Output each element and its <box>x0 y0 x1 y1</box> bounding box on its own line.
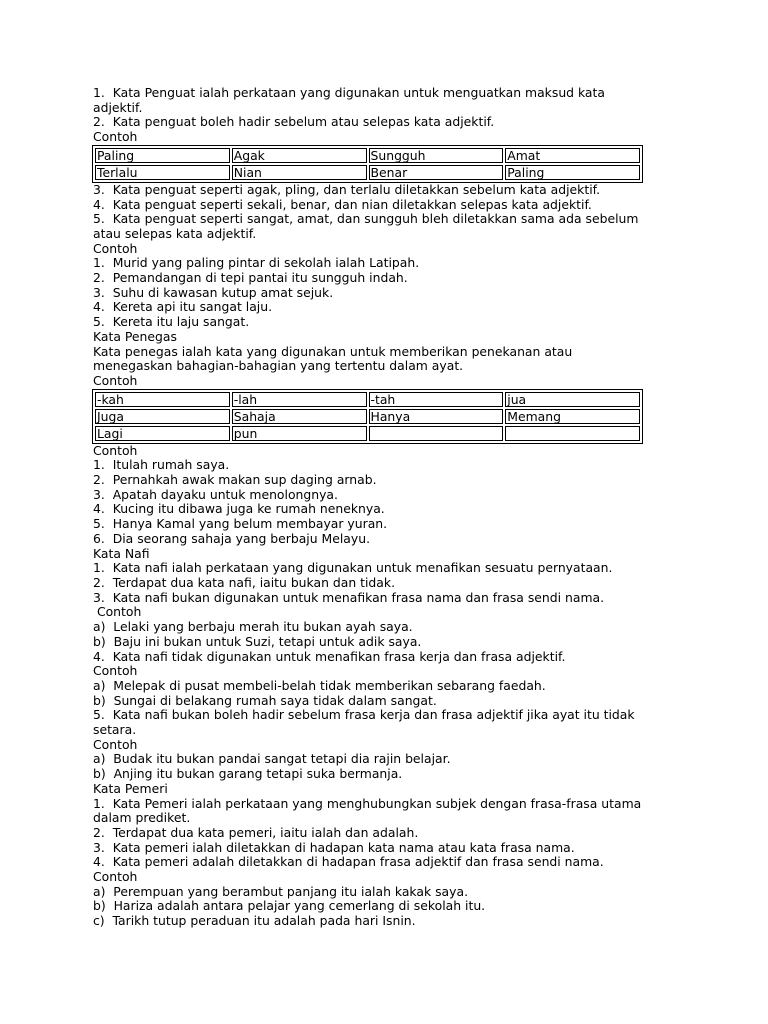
text-line: a) Melepak di pusat membeli-belah tidak memberikan sebarang faedah. <box>93 677 546 693</box>
table-cell <box>369 426 504 441</box>
document-body <box>93 86 653 929</box>
table-cell: Paling <box>505 165 640 180</box>
table-row <box>95 409 640 424</box>
text-line: 3. Kata penguat seperti agak, pling, dan terlalu diletakkan sebelum kata adjektif. <box>93 181 601 197</box>
table-cell: -tah <box>369 392 504 407</box>
table-cell: -lah <box>232 392 367 407</box>
text-line: 3. Kata pemeri ialah diletakkan di hadapan kata nama atau kata frasa nama. <box>93 839 575 855</box>
text-line: dalam prediket. <box>93 810 191 826</box>
text-line: 4. Kata nafi tidak digunakan untuk menafikan frasa kerja dan frasa adjektif. <box>93 648 566 664</box>
table-cell: Sahaja <box>232 409 367 424</box>
table-cell: Terlalu <box>95 165 230 180</box>
text-line: setara. <box>93 722 137 738</box>
text-line: Kata Nafi <box>93 545 150 561</box>
table-row <box>95 392 640 407</box>
text-line: Contoh <box>93 736 138 752</box>
table-cell: jua <box>505 392 640 407</box>
text-line: 4. Kucing itu dibawa juga ke rumah neneknya. <box>93 501 385 517</box>
text-line: Contoh <box>93 442 138 458</box>
text-line: adjektif. <box>93 99 143 115</box>
text-line: a) Perempuan yang berambut panjang itu ialah kakak saya. <box>93 883 469 899</box>
text-line: atau selepas kata adjektif. <box>93 225 257 241</box>
text-line: 3. Apatah dayaku untuk menolongnya. <box>93 486 338 502</box>
text-line: 6. Dia seorang sahaja yang berbaju Melayu. <box>93 530 371 546</box>
table-cell: Juga <box>95 409 230 424</box>
table-cell: Paling <box>95 148 230 163</box>
text-line: 5. Kereta itu laju sangat. <box>93 314 250 330</box>
text-line: Contoh <box>93 869 138 885</box>
text-line: b) Baju ini bukan untuk Suzi, tetapi untuk adik saya. <box>93 633 422 649</box>
text-line: 1. Kata nafi ialah perkataan yang digunakan untuk menafikan sesuatu pernyataan. <box>93 560 613 576</box>
text-line: 1. Murid yang paling pintar di sekolah ialah Latipah. <box>93 255 420 271</box>
table-cell: Amat <box>505 148 640 163</box>
text-line: 2. Terdapat dua kata pemeri, iaitu ialah dan adalah. <box>93 824 419 840</box>
text-line: 4. Kata penguat seperti sekali, benar, dan nian diletakkan selepas kata adjektif. <box>93 196 592 212</box>
text-line: 2. Pernahkah awak makan sup daging arnab. <box>93 472 377 488</box>
table-cell: Memang <box>505 409 640 424</box>
text-line: 5. Kata nafi bukan boleh hadir sebelum frasa kerja dan frasa adjektif jika ayat itu tidak <box>93 707 635 723</box>
text-line: 1. Itulah rumah saya. <box>93 457 230 473</box>
text-line: menegaskan bahagian-bahagian yang tertentu dalam ayat. <box>93 358 464 374</box>
table-cell: -kah <box>95 392 230 407</box>
table-cell: Benar <box>369 165 504 180</box>
example-table <box>92 145 643 183</box>
text-line: 2. Terdapat dua kata nafi, iaitu bukan dan tidak. <box>93 574 396 590</box>
text-line: 5. Kata penguat seperti sangat, amat, dan sungguh bleh diletakkan sama ada sebelum <box>93 211 639 227</box>
text-line: 4. Kereta api itu sangat laju. <box>93 299 273 315</box>
text-line: 4. Kata pemeri adalah diletakkan di hadapan frasa adjektif dan frasa sendi nama. <box>93 854 604 870</box>
table-cell: Agak <box>232 148 367 163</box>
text-line: a) Budak itu bukan pandai sangat tetapi dia rajin belajar. <box>93 751 451 767</box>
text-line: Contoh <box>93 372 138 388</box>
table-cell: Nian <box>232 165 367 180</box>
text-line: b) Anjing itu bukan garang tetapi suka bermanja. <box>93 766 403 782</box>
table-row <box>95 426 640 441</box>
text-line: Contoh <box>93 663 138 679</box>
text-line: Contoh <box>93 129 138 145</box>
text-line: Contoh <box>93 604 142 620</box>
text-line: b) Sungai di belakang rumah saya tidak dalam sangat. <box>93 692 437 708</box>
text-line: Kata Pemeri <box>93 780 168 796</box>
text-line: c) Tarikh tutup peraduan itu adalah pada hari Isnin. <box>93 913 416 929</box>
text-line: 3. Suhu di kawasan kutup amat sejuk. <box>93 284 334 300</box>
table-row <box>95 148 640 163</box>
table-cell <box>505 426 640 441</box>
example-table <box>92 389 643 444</box>
text-line: Kata Penegas <box>93 328 177 344</box>
text-line: Contoh <box>93 240 138 256</box>
text-line: 1. Kata Penguat ialah perkataan yang digunakan untuk menguatkan maksud kata <box>93 85 605 100</box>
text-line: 2. Kata penguat boleh hadir sebelum atau selepas kata adjektif. <box>93 114 495 130</box>
table-cell: pun <box>232 426 367 441</box>
text-line: 5. Hanya Kamal yang belum membayar yuran. <box>93 516 388 532</box>
table-cell: Lagi <box>95 426 230 441</box>
text-line: 2. Pemandangan di tepi pantai itu sungguh indah. <box>93 270 408 286</box>
table-cell: Sungguh <box>369 148 504 163</box>
text-line: 3. Kata nafi bukan digunakan untuk menafikan frasa nama dan frasa sendi nama. <box>93 589 605 605</box>
text-line: 1. Kata Pemeri ialah perkataan yang menghubungkan subjek dengan frasa-frasa utama <box>93 795 642 811</box>
table-cell: Hanya <box>369 409 504 424</box>
text-line: b) Hariza adalah antara pelajar yang cemerlang di sekolah itu. <box>93 898 486 914</box>
text-line: Kata penegas ialah kata yang digunakan untuk memberikan penekanan atau <box>93 343 573 359</box>
text-line: a) Lelaki yang berbaju merah itu bukan ayah saya. <box>93 619 413 635</box>
table-row <box>95 165 640 180</box>
